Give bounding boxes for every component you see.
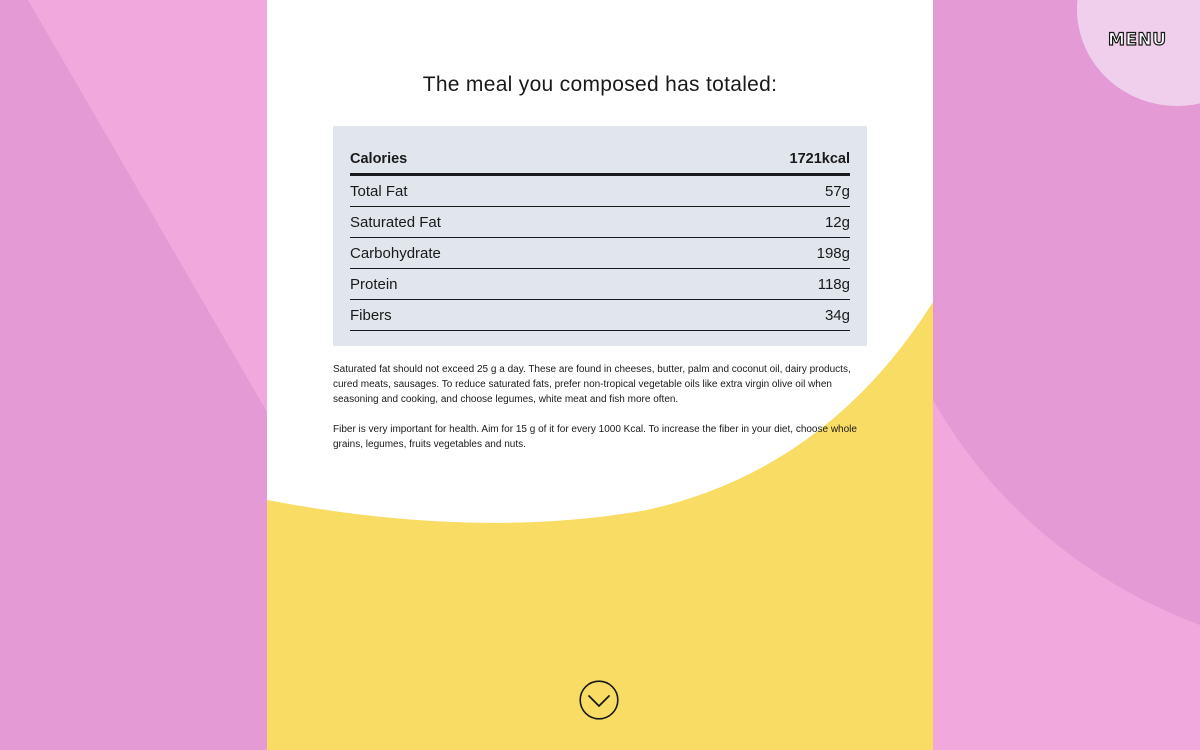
table-row [350,269,850,300]
fiber-note: Fiber is very important for health. Aim for 15 g of it for every 1000 Kcal. To increase the fiber in your diet, choose whole grains, legumes, fruits vegetables and nuts. [333,424,857,450]
row-label: Total Fat [350,182,408,200]
table-row [350,300,850,331]
right-light-pink-shape [933,400,1200,750]
row-value: 57g [824,182,850,200]
table-header-row [350,144,850,176]
chevron-down-circle-icon [579,680,619,720]
calories-value: 1721kcal [789,150,850,167]
row-label: Protein [350,275,398,293]
row-value: 198g [816,244,850,262]
calories-label: Calories [350,150,408,167]
page-title: The meal you composed has totaled: [422,73,778,96]
row-label: Carbohydrate [350,244,441,262]
saturated-fat-note: Saturated fat should not exceed 25 g a day. These are found in cheeses, butter, palm and coconut oil, dairy products, cured meats, sausages. To reduce saturated fats, prefer non-tropical vegetable oils like extra virgin olive oil when seasoning and cooking, and choose legumes, white meat and fish more often. [333,364,851,405]
row-label: Saturated Fat [350,213,441,231]
table-row [350,176,850,207]
row-value: 12g [824,213,850,231]
nutrition-notes [333,362,873,467]
left-light-pink-shape [28,0,267,412]
menu-button[interactable]: MENU [1108,30,1167,50]
row-label: Fibers [350,306,392,324]
content-panel [267,0,933,750]
row-value: 34g [824,306,850,324]
nutrition-table [333,126,867,346]
table-row [350,238,850,269]
row-value: 118g [817,275,850,293]
scroll-down-button[interactable] [579,680,619,720]
table-row [350,207,850,238]
